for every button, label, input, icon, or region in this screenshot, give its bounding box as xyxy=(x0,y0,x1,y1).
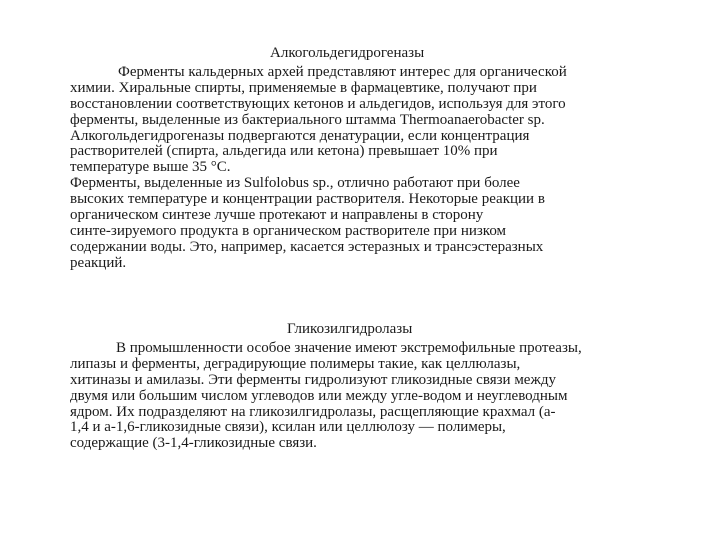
text-line: липазы и ферменты, деградирующие полимеры такие, как целлюлазы, xyxy=(70,355,521,372)
section-body-alcohol-dehydrogenases xyxy=(70,65,670,272)
text-line: ядром. Их подразделяют на гликозилгидролазы, расщепляющие крахмал (а- xyxy=(70,403,556,420)
section-title-glycosyl-hydrolases: Гликозилгидролазы xyxy=(287,321,413,337)
section-body-glycosyl-hydrolases xyxy=(70,341,670,452)
text-line: Ферменты кальдерных архей представляют интерес для органической xyxy=(118,64,567,80)
text-line: восстановлении соответствующих кетонов и альдегидов, используя для этого xyxy=(70,95,566,112)
text-line: высоких температуре и концентрации растворителя. Некоторые реакции в xyxy=(70,191,545,208)
text-line: реакций. xyxy=(70,254,127,271)
section-title-alcohol-dehydrogenases: Алкогольдегидрогеназы xyxy=(270,45,425,61)
text-line: температуре выше 35 °С. xyxy=(70,159,231,176)
text-line: органическом синтезе лучше протекают и направлены в сторону xyxy=(70,207,484,224)
text-line: содержании воды. Это, например, касается эстеразных и трансэстеразных xyxy=(70,238,544,255)
text-line: Ферменты, выделенные из Sulfolobus sp., отлично работают при более xyxy=(70,175,520,192)
text-line: В промышленности особое значение имеют экстремофильные протеазы, xyxy=(116,340,582,356)
text-line: химии. Хиральные спирты, применяемые в фармацевтике, получают при xyxy=(70,79,537,96)
text-line: двумя или большим числом углеводов или между угле-водом и неуглеводным xyxy=(70,387,568,404)
text-line: 1,4 и а-1,6-гликозидные связи), ксилан или целлюлозу — полимеры, xyxy=(70,419,506,436)
text-line: растворителей (спирта, альдегида или кетона) превышает 10% при xyxy=(70,143,498,160)
text-line: синте-зируемого продукта в органическом растворителе при низком xyxy=(70,222,507,239)
text-line: содержащие (3-1,4-гликозидные связи. xyxy=(70,435,317,452)
text-line: хитиназы и амилазы. Эти ферменты гидролизуют гликозидные связи между xyxy=(70,371,556,388)
text-line: Алкогольдегидрогеназы подвергаются денатурации, если концентрация xyxy=(70,127,530,144)
text-line: ферменты, выделенные из бактериального штамма Thermoanaerobacter sp. xyxy=(70,111,545,128)
